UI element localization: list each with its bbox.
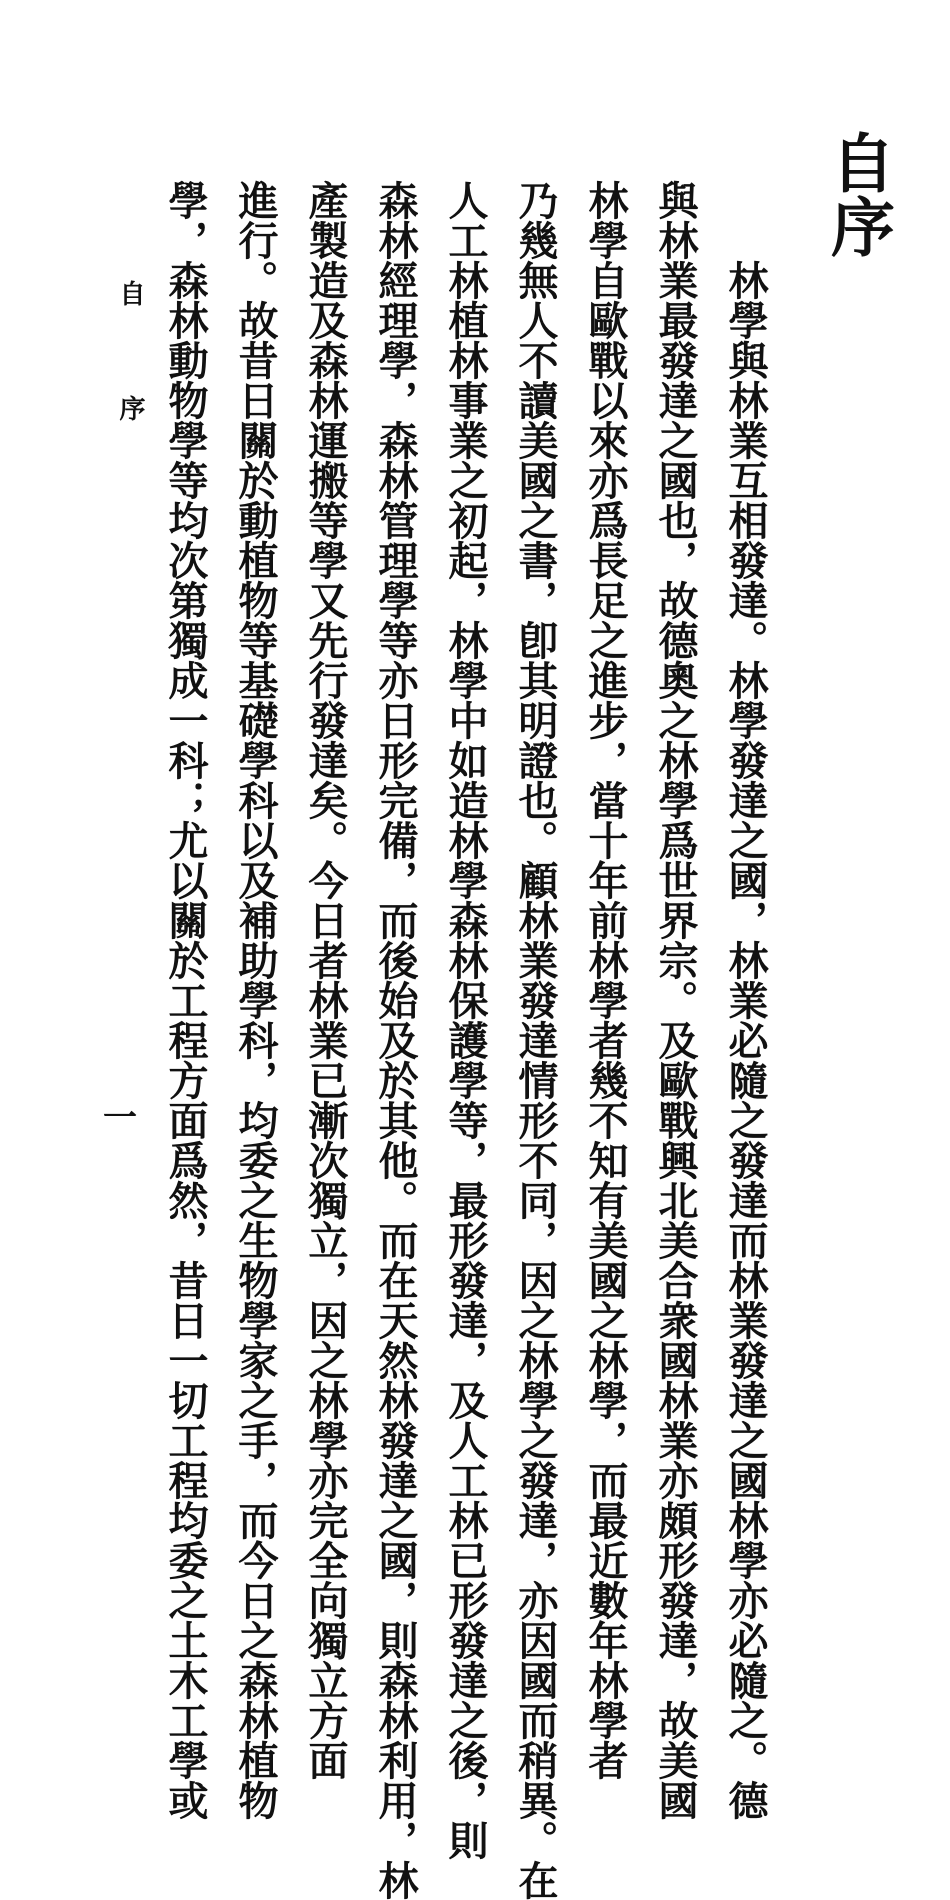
text-column-4: 乃幾無人不讀美國之書，卽其明證也。顧林業發達情形不同，因之林學之發達，亦因國而稍異。在	[512, 180, 559, 1900]
text-column-3: 林學自歐戰以來亦爲長足之進步，當十年前林學者幾不知有美國之林學，而最近數年林學者	[582, 180, 629, 1780]
text-column-7: 產製造及森林運搬等學又先行發達矣。今日者林業已漸次獨立，因之林學亦完全向獨立方面	[302, 180, 349, 1780]
text-column-2: 與林業最發達之國也，故德奧之林學爲世界宗。及歐戰興北美合衆國林業亦頗形發達，故美國	[652, 180, 699, 1820]
running-head: 自 序	[115, 280, 145, 462]
text-column-1: 林學與林業互相發達。林學發達之國，林業必隨之發達而林業發達之國林學亦必隨之。德	[722, 260, 769, 1820]
text-column-5: 人工林植林事業之初起，林學中如造林學森林保護學等，最形發達，及人工林已形發達之後，則	[442, 180, 489, 1860]
text-column-6: 森林經理學，森林管理學等亦日形完備，而後始及於其他。而在天然林發達之國，則森林利用，林	[372, 180, 419, 1900]
text-column-9: 學，森林動物學等均次第獨成一科；尤以關於工程方面爲然，昔日一切工程均委之土木工學或	[162, 180, 209, 1820]
page-title: 自序	[820, 130, 895, 258]
page-number: 一	[103, 1098, 137, 1138]
text-column-8: 進行。故昔日關於動植物等基礎學科以及補助學科，均委之生物學家之手，而今日之森林植物	[232, 180, 279, 1820]
body-text	[150, 180, 780, 1900]
